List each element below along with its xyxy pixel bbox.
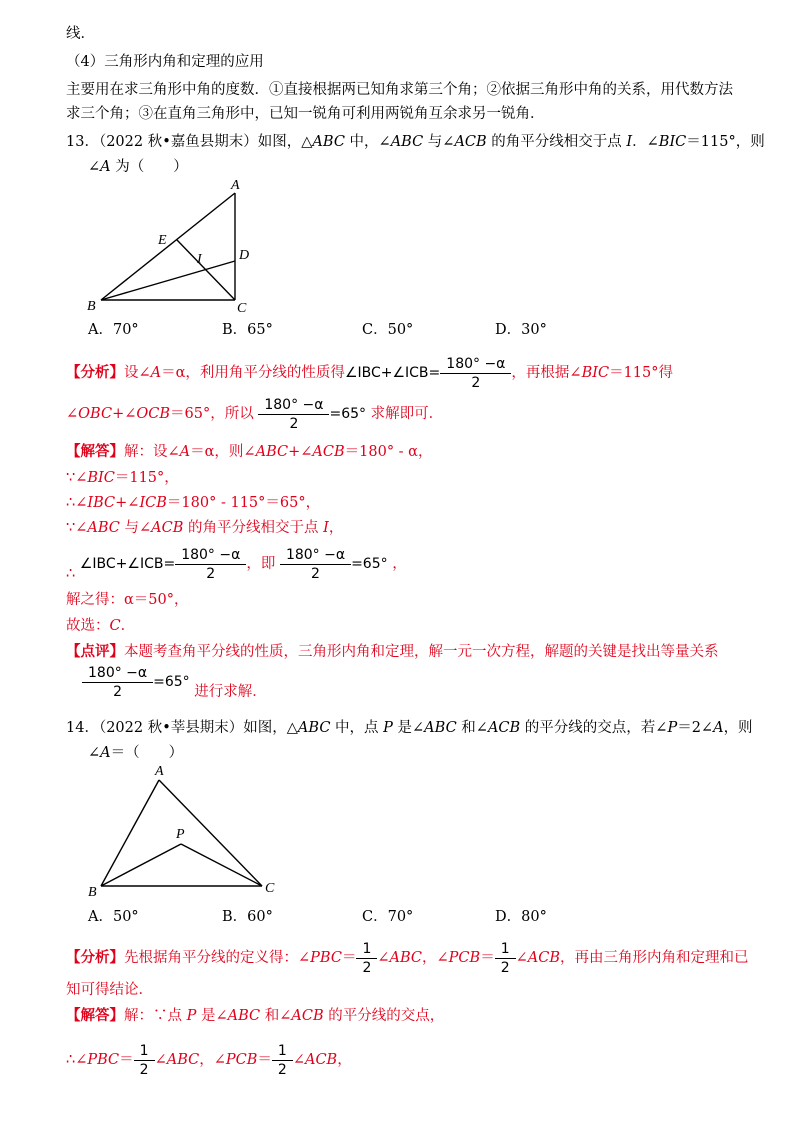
q13-solution-7: 故选：C．: [66, 618, 136, 634]
q13-option-c[interactable]: C．50°: [362, 322, 414, 338]
q14-option-d[interactable]: D．80°: [495, 909, 547, 925]
q13-number: 13．: [66, 134, 99, 150]
label-b: B: [88, 885, 97, 900]
q14-solution-2: ∴∠PBC＝ $\frac{1}{2}$ ∠ABC，∠PCB＝ $\frac{1}{2}$ ∠ACB，: [66, 1042, 352, 1078]
q14-analysis-1: 【分析】先根据角平分线的定义得：∠PBC＝ $\frac{1}{2}$ ∠ABC，∠PCB＝ $\frac{1}{2}$ ∠ACB，再由三角形内角和定理和已: [66, 940, 749, 976]
q14-triangle-figure: [80, 762, 280, 902]
label-b: B: [87, 299, 96, 314]
q13-solution-3: ∴∠IBC+∠ICB＝180° - 115°＝65°，: [66, 495, 321, 511]
q13-option-b[interactable]: B．65°: [222, 322, 273, 338]
q13-analysis-2: ∠OBC+∠OCB＝65°，所以 $\frac{180^\circ -\alpha}{2}$ =65° 求解即可．: [66, 396, 444, 432]
intro-line-end: 线．: [66, 26, 95, 42]
label-c: C: [265, 881, 275, 896]
q13-solution-6: 解之得：α＝50°，: [66, 592, 189, 608]
side-ba: [101, 193, 235, 300]
q14-number: 14．: [66, 720, 99, 736]
bisector-ce: [177, 240, 235, 300]
comment-tag: 【点评】: [66, 643, 124, 660]
fraction-half: $\frac{1}{2}$: [495, 941, 516, 976]
solution-tag: 【解答】: [66, 1007, 124, 1024]
q13-solution-1: 【解答】解：设∠A＝α，则∠ABC+∠ACB＝180° - α，: [66, 443, 433, 460]
q14-stem: 14．（2022 秋•莘县期末）如图，△ABC 中，点 P 是∠ABC 和∠ACB 的平分线的交点，若∠P＝2∠A，则: [66, 720, 753, 736]
q13-comment-1: 【点评】本题考查角平分线的性质，三角形内角和定理，解一元一次方程，解题的关键是找出等量关系: [66, 643, 719, 660]
label-a: A: [231, 178, 240, 193]
q13-stem: 13．（2022 秋•嘉鱼县期末）如图，△ABC 中，∠ABC 与∠ACB 的角平分线相交于点 I．∠BIC＝115°，则: [66, 134, 765, 150]
q13-stem-2: ∠A 为（ ）: [88, 159, 188, 175]
q14-option-c[interactable]: C．70°: [362, 909, 414, 925]
label-a: A: [155, 764, 164, 779]
label-p: P: [176, 827, 185, 842]
q13-option-a[interactable]: A．70°: [88, 322, 139, 338]
fraction: $\frac{180^\circ -\alpha}{2}$: [258, 397, 329, 432]
q13-triangle-figure: [80, 176, 260, 316]
q14-solution-1: 【解答】解：∵点 P 是∠ABC 和∠ACB 的平分线的交点，: [66, 1007, 445, 1024]
q13-comment-2: $\frac{180^\circ -\alpha}{2}$ =65° 进行求解．: [82, 664, 267, 700]
q13-option-d[interactable]: D．30°: [495, 322, 547, 338]
fraction: $\frac{180^\circ -\alpha}{2}$: [175, 547, 246, 582]
intro-text-1: 主要用在求三角形中角的度数．①直接根据两已知角求第三个角；②依据三角形中角的关系，用代数方法: [66, 82, 733, 98]
label-c: C: [237, 301, 247, 316]
analysis-tag: 【分析】: [66, 364, 124, 381]
q13-solution-2: ∵∠BIC＝115°，: [66, 470, 179, 486]
fraction: $\frac{180^\circ -\alpha}{2}$: [82, 665, 153, 700]
solution-tag: 【解答】: [66, 443, 124, 460]
fraction-half: $\frac{1}{2}$: [134, 1043, 155, 1078]
intro-heading: （4）三角形内角和定理的应用: [66, 54, 264, 70]
bisector-bd: [101, 261, 235, 300]
label-i: I: [197, 252, 202, 267]
q14-stem-2: ∠A＝（ ）: [88, 745, 184, 761]
q14-analysis-2: 知可得结论．: [66, 982, 153, 998]
intro-text-2: 求三个角；③在直角三角形中，已知一锐角可利用两锐角互余求另一锐角．: [66, 106, 545, 122]
label-d: D: [239, 248, 250, 263]
label-e: E: [158, 233, 167, 248]
segment-pc: [181, 844, 262, 886]
q14-option-a[interactable]: A．50°: [88, 909, 139, 925]
q13-solution-4: ∵∠ABC 与∠ACB 的角平分线相交于点 I，: [66, 520, 344, 536]
fraction-half: $\frac{1}{2}$: [272, 1043, 293, 1078]
fraction: $\frac{180^\circ -\alpha}{2}$: [440, 356, 511, 391]
q14-option-b[interactable]: B．60°: [222, 909, 273, 925]
fraction: $\frac{180^\circ -\alpha}{2}$: [280, 547, 351, 582]
side-ac: [159, 780, 262, 886]
q13-solution-5: ∴ ∠IBC+∠ICB= $\frac{180^\circ -\alpha}{2}$ ，即 $\frac{180^\circ -\alpha}{2}$ =65° ，: [66, 546, 407, 582]
q13-analysis-1: 【分析】设∠A＝α，利用角平分线的性质得∠IBC+∠ICB= $\frac{180^\circ -\alpha}{2}$ ，再根据∠BIC＝115°得: [66, 355, 673, 391]
analysis-tag: 【分析】: [66, 949, 124, 966]
fraction-half: $\frac{1}{2}$: [356, 941, 377, 976]
